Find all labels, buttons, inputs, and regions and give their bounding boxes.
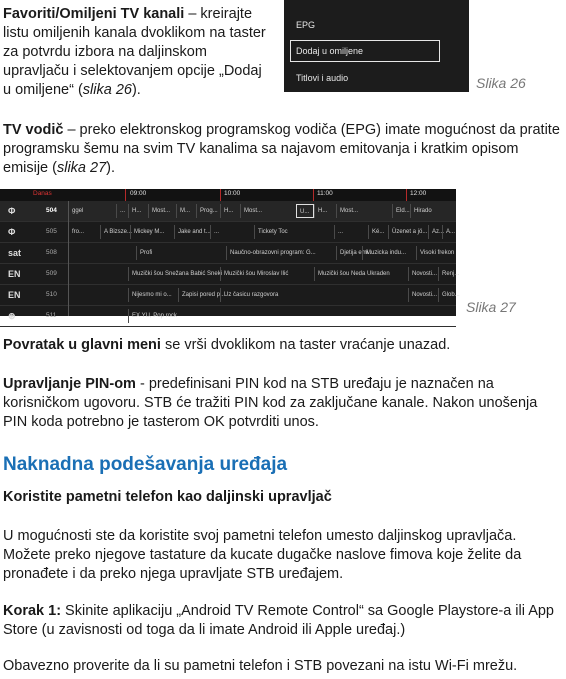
- step1-paragraph: [3, 602, 563, 640]
- channel-number: 511: [46, 312, 57, 319]
- channel-logo: EN: [8, 290, 21, 300]
- epg-time: 12:00: [410, 190, 427, 197]
- section-title: Naknadna podešavanja uređaja: [3, 454, 288, 475]
- back-title: Povratak u glavni meni: [3, 337, 161, 353]
- menu-item-subtitles-audio: Titlovi i audio: [296, 73, 349, 83]
- program-cell: Novosti...: [408, 267, 438, 281]
- epg-today-label: Danas: [33, 190, 52, 197]
- program-cell: Prog...: [196, 204, 220, 218]
- figure-ref-27: slika 27: [56, 160, 107, 176]
- program-cell: Visoki frekon: [416, 246, 456, 260]
- step1-text: Skinite aplikaciju „Android TV Remote Control“ sa Google Playstore-a ili App Store (u zavisnosti od toga da li imate Android ili Apple uređaj.): [3, 603, 554, 638]
- wifi-paragraph: Obavezno proverite da li su pametni telefon i STB povezani na istu Wi-Fi mrežu.: [3, 658, 518, 674]
- program-cell: Muzički šou Snežana Babić Sneki: [128, 267, 220, 281]
- channel-logo: sat: [8, 248, 22, 258]
- program-cell: Jake and t...: [174, 225, 210, 239]
- program-cell: ...: [334, 225, 368, 239]
- favorites-title: Favoriti/Omiljeni TV kanali: [3, 6, 185, 22]
- program-cell: Naučno-obrazovni program: G...: [226, 246, 336, 260]
- program-cell: ...: [116, 204, 128, 218]
- channel-number: 510: [46, 291, 57, 298]
- program-cell-focused: U...: [296, 204, 314, 218]
- menu-screenshot: [284, 0, 469, 92]
- channel-number: 508: [46, 249, 57, 256]
- program-cell: ...: [210, 225, 254, 239]
- program-cell: H...: [314, 204, 336, 218]
- favorites-text-end: ).: [131, 82, 141, 98]
- program-cell: Nijesmo mi o...: [128, 288, 178, 302]
- program-cell: Most...: [148, 204, 176, 218]
- tv-guide-text: – preko elektronskog programskog vodiča (EPG) imate mogućnost da pratite programsku šemu na svim TV kanalima sa najavom emitovanja i kratkim opisom emisije (: [3, 122, 560, 176]
- program-cell: Most...: [336, 204, 392, 218]
- program-cell: Uz časicu razgovora: [220, 288, 408, 302]
- program-cell: Muzicka indu...: [362, 246, 416, 260]
- pin-text: - predefinisani PIN kod na STB uređaju je naznačen na korisničkom ugovoru. STB će tražiti PIN kod za zaključane kanale. Nakon unošenja PIN koda potrebno je tasterom OK potvrditi unos.: [3, 376, 538, 430]
- program-cell: Hirado: [410, 204, 456, 218]
- program-cell: Az...: [428, 225, 442, 239]
- tv-guide-title: TV vodič: [3, 122, 64, 138]
- program-cell: Glob...: [438, 288, 456, 302]
- program-cell: H...: [220, 204, 240, 218]
- program-cell: Muzički šou Miroslav Ilić: [220, 267, 314, 281]
- program-cell: Üzenet a jö...: [388, 225, 428, 239]
- channel-number: 509: [46, 270, 57, 277]
- program-cell: H...: [128, 204, 148, 218]
- epg-screenshot: [0, 189, 460, 321]
- program-cell: Most...: [240, 204, 296, 218]
- caption-figure-26: Slika 26: [476, 75, 526, 91]
- program-cell: Renj...: [438, 267, 456, 281]
- subsection-title: Koristite pametni telefon kao daljinski upravljač: [3, 489, 332, 505]
- program-cell: EX YU, Pop rock: [128, 309, 456, 323]
- program-cell: Novosti...: [408, 288, 438, 302]
- tv-guide-text-end: ).: [106, 160, 116, 176]
- favorites-paragraph: [3, 5, 273, 100]
- channel-logo: EN: [8, 269, 21, 279]
- back-paragraph: [3, 336, 561, 355]
- program-cell: Eld...: [392, 204, 410, 218]
- channel-logo: Φ: [8, 206, 16, 216]
- menu-item-add-favorites: Dodaj u omiljene: [296, 46, 364, 56]
- program-cell: fro...: [68, 225, 100, 239]
- program-cell: Djetija emi...: [336, 246, 362, 260]
- program-cell: Mickey M...: [130, 225, 174, 239]
- program-cell: A Bizsze...: [100, 225, 130, 239]
- program-cell: Zapisi pored p...: [178, 288, 220, 302]
- tv-guide-paragraph: [3, 121, 561, 178]
- pin-title: Upravljanje PIN-om: [3, 376, 136, 392]
- step1-title: Korak 1:: [3, 603, 62, 619]
- channel-logo: Φ: [8, 227, 16, 237]
- back-text: se vrši dvoklikom na taster vraćanje unazad.: [160, 337, 451, 353]
- channel-number: 504: [46, 207, 57, 214]
- phone-paragraph: U mogućnosti ste da koristite svoj pametni telefon umesto daljinskog upravljača. Možete preko njegove tastature da kucate dugačke naslove fimova koje želite da pronađete i da preko njega upravljate STB uređajem.: [3, 528, 522, 582]
- favorites-text: – kreirajte listu omiljenih kanala dvoklikom na taster za potvrdu izbora na daljinskom upravljaču i selektovanjem opcije „Dodaj u omiljene“ (: [3, 6, 266, 98]
- program-cell: ggel: [68, 204, 116, 218]
- program-cell: M...: [176, 204, 196, 218]
- epg-time: 11:00: [317, 190, 333, 197]
- epg-time: 09:00: [130, 190, 147, 197]
- epg-time: 10:00: [224, 190, 241, 197]
- program-cell: A...: [442, 225, 456, 239]
- program-cell: Profi: [136, 246, 226, 260]
- figure-ref-26: slika 26: [82, 82, 132, 98]
- menu-item-epg: EPG: [296, 20, 316, 30]
- pin-paragraph: [3, 375, 563, 432]
- program-cell: Tickety Toc: [254, 225, 334, 239]
- program-cell: Muzički šou Neda Ukraden: [314, 267, 408, 281]
- caption-figure-27: Slika 27: [466, 299, 516, 315]
- program-cell: Ké...: [368, 225, 388, 239]
- channel-logo: ⊛: [8, 311, 16, 321]
- channel-number: 505: [46, 228, 57, 235]
